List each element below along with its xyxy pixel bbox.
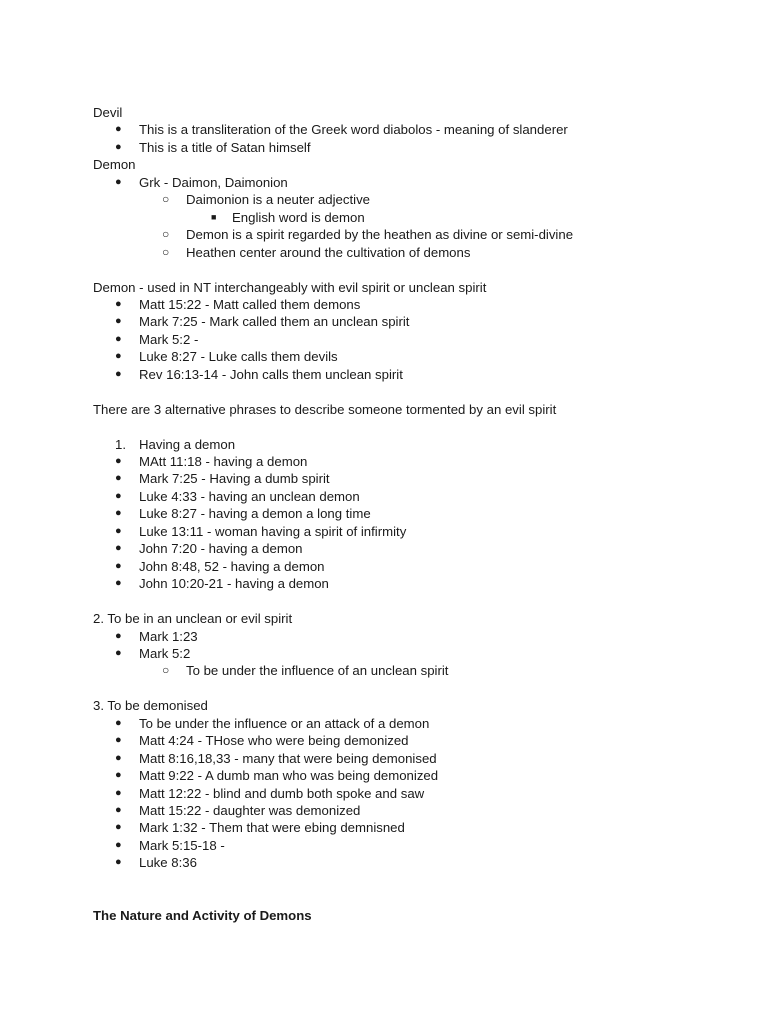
bullet-icon: ●: [115, 542, 122, 555]
list-item: [0, 837, 768, 855]
list-item: [0, 802, 768, 820]
line-text: Matt 4:24 - THose who were being demonized: [139, 733, 409, 749]
line-text: Mark 7:25 - Having a dumb spirit: [139, 471, 330, 487]
list-item: [0, 558, 768, 576]
bullet-icon: ●: [115, 524, 122, 537]
list-item: [0, 174, 768, 192]
list-item: [0, 540, 768, 558]
list-item: [0, 453, 768, 471]
list-item: [0, 505, 768, 523]
line-text: Mark 1:32 - Them that were ebing demnisned: [139, 820, 405, 836]
line-text: Demon - used in NT interchangeably with evil spirit or unclean spirit: [93, 279, 487, 295]
hollow-bullet-icon: ○: [162, 192, 170, 207]
line-text: Grk - Daimon, Daimonion: [139, 174, 288, 190]
list-item: [0, 523, 768, 541]
bullet-icon: ●: [115, 769, 122, 782]
list-item: [0, 244, 768, 262]
line-text: Luke 8:27 - Luke calls them devils: [139, 349, 338, 365]
line-text: Matt 8:16,18,33 - many that were being demonised: [139, 750, 437, 766]
list-item: [0, 767, 768, 785]
line-text: Heathen center around the cultivation of demons: [186, 244, 471, 260]
blank-line: [0, 261, 768, 279]
bullet-icon: ●: [115, 838, 122, 851]
line-text: Having a demon: [139, 436, 236, 452]
list-item: [0, 436, 768, 454]
blank-line: [0, 889, 768, 907]
list-item: [0, 715, 768, 733]
bullet-icon: ●: [115, 856, 122, 869]
bullet-icon: ●: [115, 751, 122, 764]
line-text: Mark 7:25 - Mark called them an unclean spirit: [139, 314, 410, 330]
list-item: [0, 575, 768, 593]
blank-line: [0, 872, 768, 890]
line-text: Luke 4:33 - having an unclean demon: [139, 488, 360, 504]
bullet-icon: ●: [115, 716, 122, 729]
line-text: Mark 5:15-18 -: [139, 837, 225, 853]
text-line: [0, 156, 768, 174]
list-item: [0, 488, 768, 506]
line-text: This is a transliteration of the Greek word diabolos - meaning of slanderer: [139, 122, 568, 138]
line-text: Devil: [93, 105, 123, 120]
bullet-icon: ●: [115, 804, 122, 816]
line-text: Matt 15:22 - Matt called them demons: [139, 296, 361, 312]
bullet-icon: ●: [115, 140, 122, 153]
hollow-bullet-icon: ○: [162, 227, 170, 242]
line-text: Luke 8:27 - having a demon a long time: [139, 506, 371, 522]
line-text: English word is demon: [232, 209, 365, 225]
line-text: Luke 8:36: [139, 855, 197, 871]
line-text: Matt 9:22 - A dumb man who was being demonized: [139, 768, 439, 784]
section-heading: [0, 907, 768, 925]
bullet-icon: ●: [115, 332, 122, 345]
bullet-icon: ●: [115, 350, 122, 363]
list-number: 1.: [115, 436, 126, 452]
list-item: [0, 662, 768, 680]
list-item: [0, 785, 768, 803]
list-item: [0, 470, 768, 488]
line-text: To be under the influence or an attack of a demon: [139, 715, 430, 731]
list-item: [0, 209, 768, 227]
bullet-icon: ●: [115, 123, 122, 136]
list-item: [0, 366, 768, 384]
list-item: [0, 191, 768, 209]
bullet-icon: ●: [115, 646, 122, 659]
bullet-icon: ●: [115, 367, 122, 380]
list-item: [0, 121, 768, 139]
text-line: [0, 279, 768, 297]
line-text: Demon: [93, 157, 136, 173]
list-item: [0, 226, 768, 244]
list-item: [0, 296, 768, 314]
bullet-icon: ●: [115, 629, 122, 642]
line-text: There are 3 alternative phrases to describe someone tormented by an evil spirit: [93, 401, 557, 417]
line-text: To be under the influence of an unclean spirit: [186, 663, 449, 679]
line-text: Mark 1:23: [139, 628, 198, 644]
text-line: [0, 610, 768, 628]
list-item: [0, 331, 768, 349]
line-text: The Nature and Activity of Demons: [93, 907, 312, 923]
bullet-icon: ●: [115, 315, 122, 328]
line-text: 3. To be demonised: [93, 698, 208, 714]
list-item: [0, 819, 768, 837]
bullet-icon: ●: [115, 559, 122, 572]
list-item: [0, 628, 768, 646]
bullet-icon: ●: [115, 175, 122, 188]
bullet-icon: ●: [115, 507, 122, 520]
bullet-icon: ●: [115, 489, 122, 502]
bullet-icon: ●: [115, 734, 122, 747]
line-text: 2. To be in an unclean or evil spirit: [93, 611, 293, 627]
line-text: Matt 15:22 - daughter was demonized: [139, 803, 361, 818]
line-text: John 8:48, 52 - having a demon: [139, 558, 325, 574]
text-line: [0, 104, 768, 122]
hollow-bullet-icon: ○: [162, 663, 170, 678]
blank-line: [0, 418, 768, 436]
line-text: John 10:20-21 - having a demon: [139, 576, 329, 592]
bullet-icon: ●: [115, 472, 122, 485]
line-text: Demon is a spirit regarded by the heathen as divine or semi-divine: [186, 227, 574, 243]
line-text: Mark 5:2: [139, 645, 191, 661]
line-text: Mark 5:2 -: [139, 331, 199, 347]
blank-line: [0, 593, 768, 611]
text-line: [0, 401, 768, 419]
list-item: [0, 313, 768, 331]
line-text: Matt 12:22 - blind and dumb both spoke and saw: [139, 785, 425, 801]
text-line: [0, 697, 768, 715]
bullet-icon: ●: [115, 297, 122, 310]
line-text: Daimonion is a neuter adjective: [186, 192, 370, 208]
bullet-icon: ●: [115, 786, 122, 799]
blank-line: [0, 383, 768, 401]
list-item: [0, 750, 768, 768]
list-item: [0, 645, 768, 663]
list-item: [0, 139, 768, 157]
line-text: This is a title of Satan himself: [139, 139, 311, 155]
list-item: [0, 348, 768, 366]
line-text: Luke 13:11 - woman having a spirit of infirmity: [139, 523, 407, 539]
hollow-bullet-icon: ○: [162, 244, 170, 259]
line-text: Rev 16:13-14 - John calls them unclean spirit: [139, 366, 403, 382]
line-text: MAtt 11:18 - having a demon: [139, 454, 308, 469]
bullet-icon: ●: [115, 577, 122, 590]
square-bullet-icon: ■: [211, 211, 217, 222]
list-item: [0, 854, 768, 872]
line-text: John 7:20 - having a demon: [139, 541, 303, 557]
blank-line: [0, 680, 768, 698]
bullet-icon: ●: [115, 821, 122, 834]
list-item: [0, 732, 768, 750]
bullet-icon: ●: [115, 455, 122, 467]
